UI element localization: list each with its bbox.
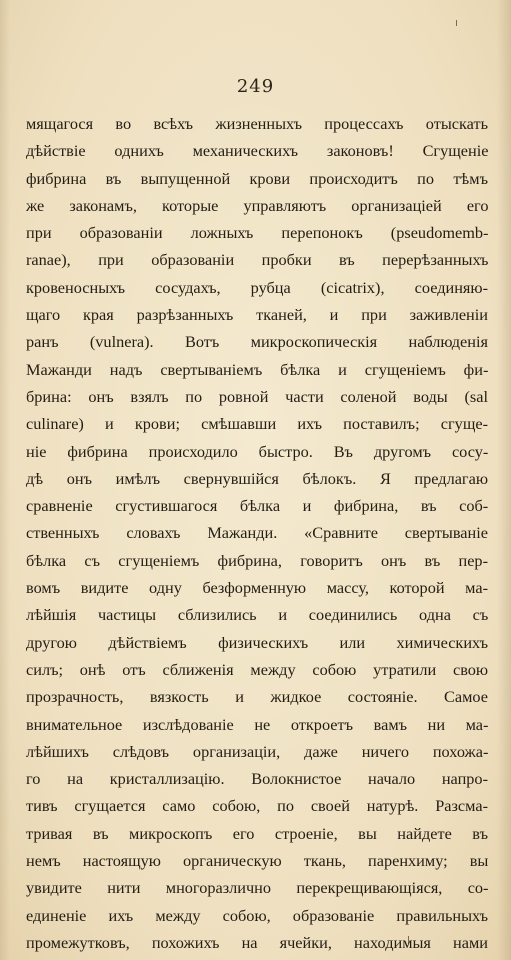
text-line: дѣйствіе однихъ механическихъ законовъ! Сгущеніе: [26, 141, 489, 161]
text-line: лѣйшія частицы сблизились и соединились одна съ: [26, 605, 489, 625]
text-line: Мажанди надъ свертываніемъ бѣлка и сгущеніемъ фи-: [26, 359, 489, 379]
text-line: тривая въ микроскопъ его строеніе, вы найдете въ: [26, 823, 489, 843]
text-line: мящагося во всѣхъ жизненныхъ процессахъ отыскать: [26, 114, 488, 133]
text-line: тивъ сгущается само собою, по своей натурѣ. Разсма-: [26, 796, 488, 816]
text-line: промежутковъ, похожихъ на ячейки, находимыя нами: [26, 932, 488, 952]
body-text: [26, 110, 488, 956]
text-line: при образованіи ложныхъ перепонокъ (pseudomemb-: [26, 223, 489, 243]
text-line: ranae), при образованіи пробки въ перерѣзанныхъ: [26, 250, 489, 270]
text-line: ніе фибрина происходило быстро. Въ другомъ сосу-: [26, 441, 489, 461]
text-line: сравненіе сгустившагося бѣлка и фибрина, въ соб-: [26, 496, 489, 516]
text-line: ранъ (vulnera). Вотъ микроскопическія наблюденія: [26, 332, 488, 352]
text-line: го на кристаллизацію. Волокнистое начало напро-: [26, 769, 488, 789]
text-line: щаго края разрѣзанныхъ тканей, и при заживленіи: [26, 305, 488, 325]
page-left-edge-shadow: [0, 0, 10, 960]
text-line: прозрачность, вязкость и жидкое состояніе. Самое: [26, 687, 488, 707]
text-line: увидите нити многоразлично перекрещивающіяся, со-: [26, 878, 489, 898]
text-line: же законамъ, которые управляютъ организаціей его: [26, 195, 489, 215]
text-line: кровеносныхъ сосудахъ, рубца (cicatrix), соединяю-: [26, 277, 488, 297]
text-line: ственныхъ словахъ Мажанди. «Сравните свертываніе: [26, 523, 488, 543]
text-line: брина: онъ взялъ по ровной части соленой воды (sal: [26, 386, 488, 406]
text-line: другою дѣйствіемъ физическихъ или химическихъ: [26, 632, 488, 652]
page-number: 249: [236, 76, 275, 97]
text-line: фибрина въ выпущенной крови происходитъ по тѣмъ: [26, 168, 488, 188]
text-line: бѣлка съ сгущеніемъ фибрина, говоритъ онъ въ пер-: [26, 550, 488, 570]
print-mark-top: [456, 20, 457, 26]
text-line: лѣйшихъ слѣдовъ организаціи, даже ничего похожа-: [26, 741, 489, 761]
text-line: внимательное изслѣдованіе не откроетъ вамъ ни ма-: [26, 714, 489, 734]
text-line: силъ; онѣ отъ сближенія между собою утратили свою: [26, 659, 489, 679]
text-line: единеніе ихъ между собою, образованіе правильныхъ: [26, 905, 488, 925]
text-line: culinare) и крови; смѣшавши ихъ поставилъ; сгуще-: [26, 414, 489, 434]
page-right-edge-shadow: [497, 0, 511, 960]
text-line: вомъ видите одну безформенную массу, которой ма-: [26, 578, 488, 598]
text-line: дѣ онъ имѣлъ свернувшійся бѣлокъ. Я предлагаю: [26, 468, 488, 488]
text-line: немъ настоящую органическую ткань, паренхиму; вы: [26, 851, 489, 871]
